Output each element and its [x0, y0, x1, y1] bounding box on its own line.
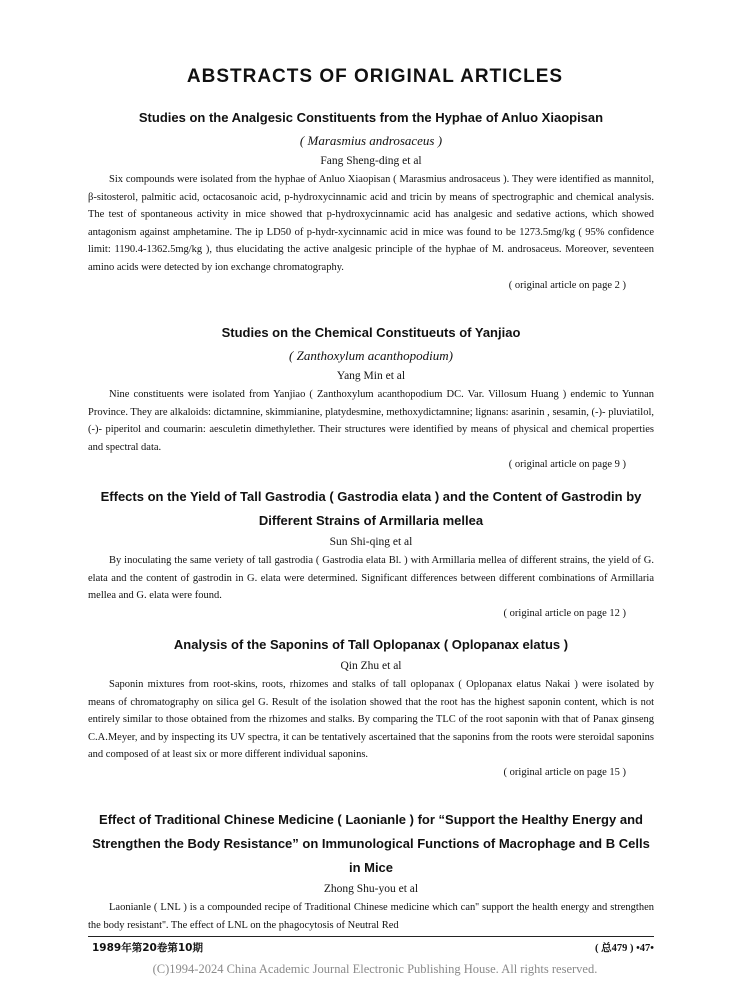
article-subtitle: ( Zanthoxylum acanthopodium)	[289, 348, 453, 363]
footer-page-number: ( 总479 ) •47•	[595, 943, 654, 954]
article-abstract: Laonianle ( LNL ) is a compounded recipe of Traditional Chinese medicine which can'' support the health energy and strengthen the body resistant''. The effect of LNL on the phagocytosis of Neutral Red	[88, 902, 654, 931]
page-title: ABSTRACTS OF ORIGINAL ARTICLES	[186, 66, 564, 87]
article-page-ref: ( original article on page 12 )	[503, 607, 626, 619]
article-title: Effect of Traditional Chinese Medicine ( Laonianle ) for “Support the Healthy Energy and Strengthen the Body Resistance” on Immunological Functions of Macrophage and B Cells in Mice	[92, 812, 650, 875]
article-title: Studies on the Analgesic Constituents from the Hyphae of Anluo Xiaopisan	[138, 110, 604, 125]
article-author: Yang Min et al	[336, 370, 406, 382]
article-laonianle	[88, 808, 654, 934]
article-gastrodia	[88, 485, 654, 623]
article-page-ref: ( original article on page 9 )	[508, 459, 626, 471]
article-author: Fang Sheng-ding et al	[320, 155, 422, 167]
article-author: Sun Shi-qing et al	[329, 536, 413, 548]
article-title: Analysis of the Saponins of Tall Oplopanax ( Oplopanax elatus )	[173, 637, 569, 652]
article-oplopanax	[88, 633, 654, 782]
footer-issue: 1989年第20卷第10期	[92, 942, 203, 954]
article-abstract: Six compounds were isolated from the hyphae of Anluo Xiaopisan ( Marasmius androsaceus ). They were identified as mannitol, β-sitosterol, palmitic acid, octacosanoic acid, p-hydroxycinnamic acid and tricin by means of spectrographic and chemical analysis. The test of spontaneous activity in mice showed that p-hydroxycinnamic acid has analgesic and sedative actions, which showed antagonism against amphetamine. The ip LD50 of p-hydr-xycinnamic acid in mice was found to be 1273.5mg/kg ( 95% confidence limit: 1190.4-1362.5mg/kg ), thus elucidating the active analgesic principle of the hyphae of M. androsaceus. Moreover, seventeen amino acids were detected by ion exchange chromatography.	[88, 174, 654, 273]
article-title: Studies on the Chemical Constitueuts of Yanjiao	[221, 325, 521, 340]
article-page-ref: ( original article on page 2 )	[508, 279, 626, 291]
copyright-notice: (C)1994-2024 China Academic Journal Electronic Publishing House. All rights reserved.	[152, 962, 598, 976]
article-subtitle: ( Marasmius androsaceus )	[299, 133, 443, 148]
article-abstract: By inoculating the same veriety of tall gastrodia ( Gastrodia elata Bl. ) with Armillaria mellea of different strains, the yield of G. elata and the content of gastrodin in G. elata were determined. Significant differences between different combinations of Armillaria mellea and G. elata were found.	[88, 555, 654, 602]
article-author: Qin Zhu et al	[340, 660, 402, 672]
article-title: Effects on the Yield of Tall Gastrodia ( Gastrodia elata ) and the Content of Gastrodin by Different Strains of Armillaria mellea	[100, 489, 642, 528]
article-abstract: Nine constituents were isolated from Yanjiao ( Zanthoxylum acanthopodium DC. Var. Villosum Huang ) endemic to Yunnan Province. They are alkaloids: dictamnine, skimmianine, platydesmine, methoxydictamnine; lignans: asarinin , sesamin, (-)- pluviatilol, (-)- piperitol and coumarin: aesculetin dimethylether. Their structures were identified by means of physical and chemical properties and spectral data.	[88, 389, 654, 453]
article-author: Zhong Shu-you et al	[323, 883, 419, 895]
footer-rule	[88, 936, 654, 937]
article-page-ref: ( original article on page 15 )	[503, 766, 626, 778]
article-analgesic	[88, 106, 654, 295]
article-yanjiao	[88, 321, 654, 474]
article-abstract: Saponin mixtures from root-skins, roots, rhizomes and stalks of tall oplopanax ( Oplopanax elatus Nakai ) were isolated by means of chromatography on silica gel G. Result of the isolation showed that the root has the highest saponin content, which is not entirely similar to those obtained from the rhizomes and stalks. By comparing the TLC of the root saponin with that of Panax ginseng C.A.Meyer, and by inspecting its UV spectra, it can be tentatively ascertained that the saponins from the roots were steroidal saponins and composed of at least six or more different individual saponins.	[88, 679, 654, 761]
